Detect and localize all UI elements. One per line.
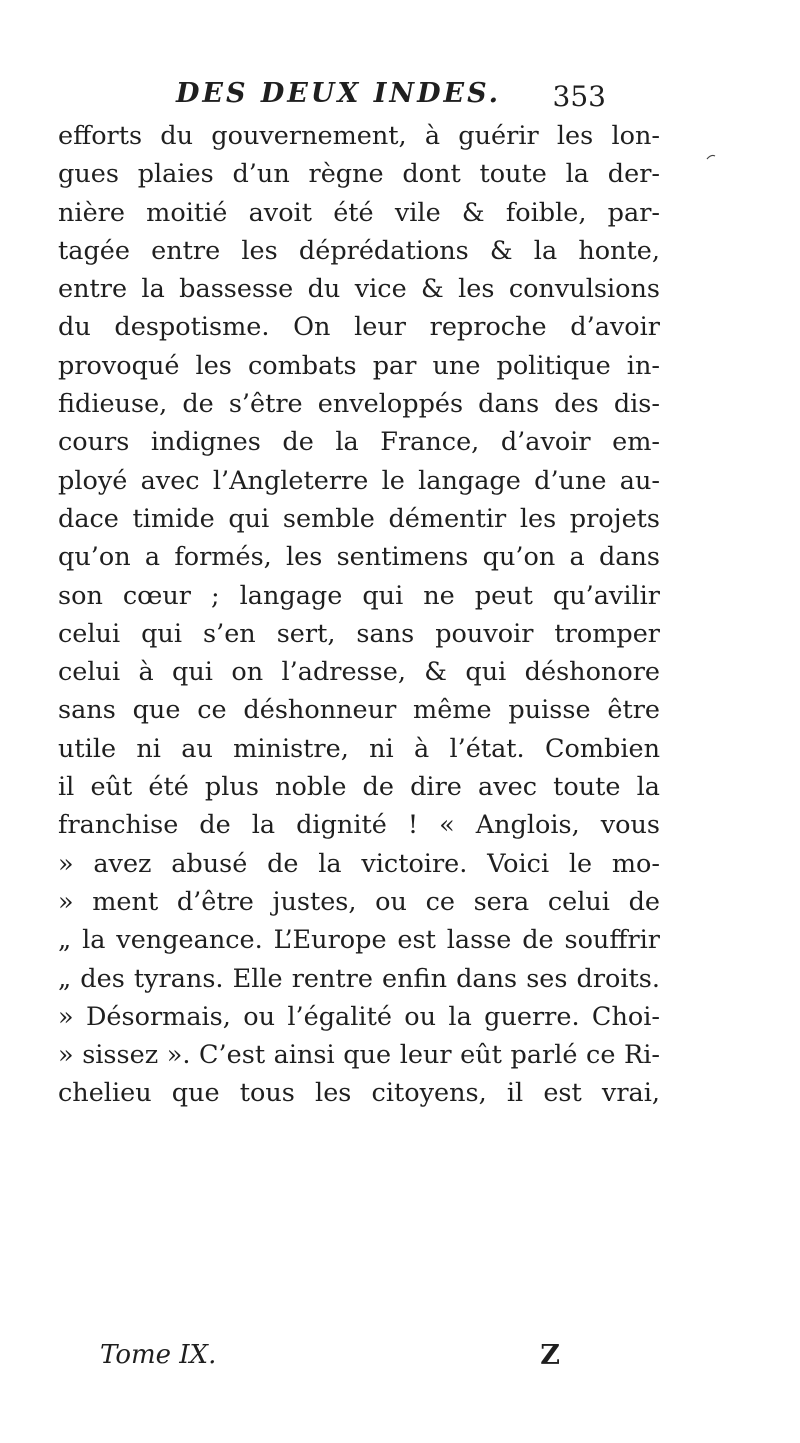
page-footer: [100, 1340, 560, 1380]
text-line: cours indignes de la France, d’avoir em-: [58, 427, 660, 458]
page-number: 353: [552, 80, 606, 113]
text-line: » Désormais, ou l’égalité ou la guerre. Choi-: [58, 1001, 660, 1032]
volume-label: Tome IX.: [100, 1340, 217, 1370]
text-line: utile ni au ministre, ni à l’état. Combien: [58, 733, 660, 764]
running-head: [176, 78, 606, 118]
text-line: » ment d’être justes, ou ce sera celui de: [58, 886, 660, 917]
text-line: tagée entre les déprédations & la honte,: [58, 235, 660, 266]
text-line: efforts du gouvernement, à guérir les lon-: [58, 121, 660, 151]
text-line: fidieuse, de s’être enveloppés dans des dis-: [58, 389, 660, 420]
body-text: [58, 117, 660, 1113]
text-line: „ des tyrans. Elle rentre enfin dans ses droits.: [58, 963, 660, 994]
text-line: qu’on a formés, les sentimens qu’on a dans: [58, 542, 660, 573]
text-line: „ la vengeance. L’Europe est lasse de souffrir: [58, 925, 660, 956]
text-line: son cœur ; langage qui ne peut qu’avilir: [58, 580, 660, 611]
text-line: chelieu que tous les citoyens, il est vrai,: [58, 1078, 660, 1109]
text-line: celui qui s’en sert, sans pouvoir tromper: [58, 618, 660, 649]
text-line: nière moitié avoit été vile & foible, par-: [58, 197, 660, 228]
text-line: franchise de la dignité ! « Anglois, vous: [58, 810, 660, 841]
text-line: gues plaies d’un règne dont toute la der-: [58, 159, 660, 190]
text-line: sans que ce déshonneur même puisse être: [58, 695, 660, 726]
text-line: du despotisme. On leur reproche d’avoir: [58, 312, 660, 343]
running-title: DES DEUX INDES.: [176, 78, 502, 109]
text-line: entre la bassesse du vice & les convulsions: [58, 274, 660, 305]
text-line: » avez abusé de la victoire. Voici le mo-: [58, 848, 660, 879]
text-line: provoqué les combats par une politique in-: [58, 350, 660, 381]
text-line: il eût été plus noble de dire avec toute la: [58, 772, 660, 803]
signature-mark: Z: [540, 1340, 560, 1371]
text-line: » sissez ». C’est ainsi que leur eût parlé ce Ri-: [58, 1040, 660, 1071]
text-line: celui à qui on l’adresse, & qui déshonore: [58, 657, 660, 688]
margin-mark-icon: [706, 152, 716, 162]
text-line: ployé avec l’Angleterre le langage d’une au-: [58, 465, 660, 496]
text-line: dace timide qui semble démentir les projets: [58, 503, 660, 534]
